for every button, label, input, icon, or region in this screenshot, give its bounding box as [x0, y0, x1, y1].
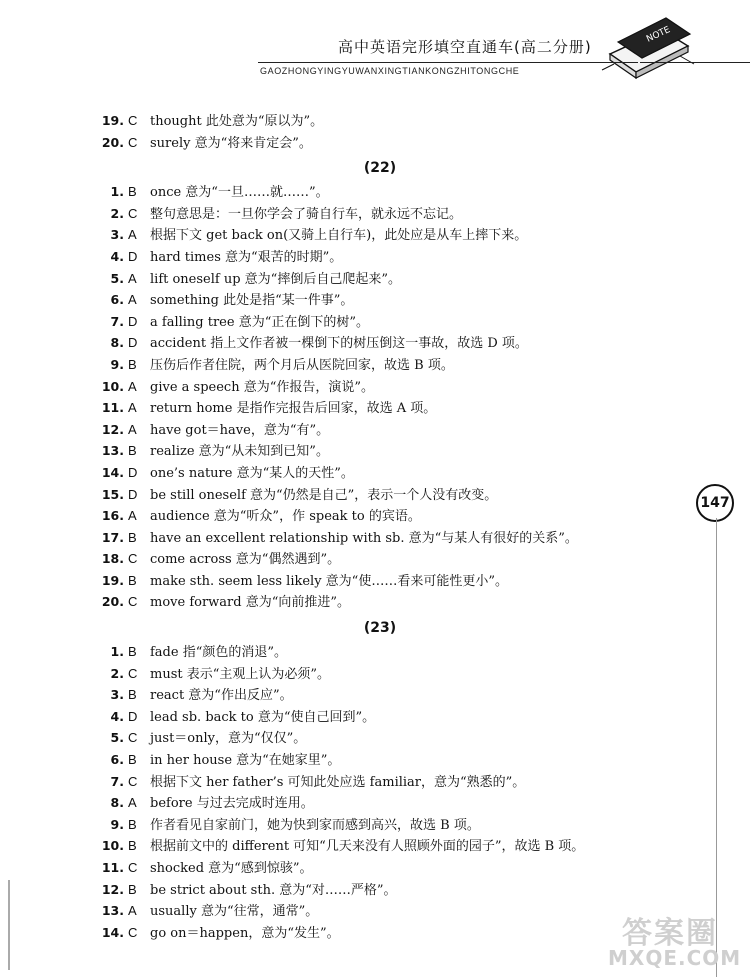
answer-row	[100, 879, 700, 901]
answer-row	[100, 419, 700, 441]
answer-explanation: realize 意为“从未知到已知”。	[150, 444, 329, 460]
answer-explanation: one’s nature 意为“某人的天性”。	[150, 465, 354, 481]
answer-letter: B	[128, 356, 137, 372]
answer-row	[100, 462, 700, 484]
answer-explanation: usually 意为“往常，通常”。	[150, 904, 319, 920]
header-title: 高中英语完形填空直通车(高二分册)	[338, 38, 592, 56]
answer-letter: B	[128, 752, 137, 768]
answer-row	[100, 706, 700, 728]
answer-explanation: something 此处是指“某一件事”。	[150, 293, 354, 309]
answer-letter: C	[128, 773, 138, 789]
answer-letter: B	[128, 881, 137, 897]
answer-letter: C	[128, 730, 138, 746]
question-number: 20.	[101, 594, 124, 610]
section-22-title: (22)	[363, 160, 397, 177]
answer-letter: B	[128, 529, 137, 545]
answer-explanation: return home 是指作完报告后回家，故选 A 项。	[150, 401, 437, 417]
question-number: 8.	[110, 795, 124, 811]
answer-explanation: give a speech 意为“作报告，演说”。	[150, 379, 374, 395]
question-number: 11.	[101, 860, 124, 875]
answer-explanation: move forward 意为“向前推进”。	[150, 595, 351, 611]
answer-row	[100, 354, 700, 376]
answer-explanation: 作者看见自家前门，她为快到家而感到高兴，故选 B 项。	[150, 817, 480, 833]
answer-letter: A	[128, 378, 137, 394]
answer-letter: A	[128, 270, 137, 286]
question-number: 13.	[101, 903, 124, 919]
answer-letter: B	[128, 687, 137, 703]
answer-row	[100, 311, 700, 333]
answer-letter: A	[128, 227, 137, 243]
answer-letter: A	[128, 421, 137, 437]
watermark	[608, 908, 748, 974]
answer-row	[100, 246, 700, 268]
answer-row	[100, 814, 700, 836]
answer-row	[100, 289, 700, 311]
answer-explanation: 整句意思是：一旦你学会了骑自行车，就永远不忘记。	[150, 206, 463, 222]
question-number: 7.	[110, 773, 124, 789]
section-22-items	[100, 181, 700, 613]
answer-row	[100, 570, 700, 592]
answer-explanation: accident 指上文作者被一棵倒下的树压倒这一事故，故选 D 项。	[150, 336, 528, 352]
question-number: 19.	[101, 113, 124, 128]
question-number: 9.	[110, 816, 124, 832]
answer-letter: A	[128, 292, 137, 308]
answer-letter: C	[128, 860, 138, 875]
svg-text:NOTE: NOTE	[645, 25, 672, 45]
answer-letter: C	[128, 551, 138, 567]
answer-letter: D	[128, 248, 138, 264]
answer-row	[100, 857, 700, 879]
answer-explanation: make sth. seem less likely 意为“使……看来可能性更小”。	[150, 573, 508, 589]
answer-row	[100, 397, 700, 419]
answer-letter: C	[128, 924, 138, 940]
answer-letter: D	[128, 464, 138, 480]
answer-explanation: have an excellent relationship with sb. 意为“与某人有很好的关系”。	[150, 530, 578, 546]
binding-edge-line	[8, 880, 10, 970]
question-number: 14.	[101, 924, 124, 940]
question-number: 15.	[101, 486, 124, 502]
answer-letter: D	[128, 708, 138, 724]
question-number: 1.	[110, 644, 124, 660]
answer-explanation: be strict about sth. 意为“对……严格”。	[150, 882, 397, 898]
question-number: 5.	[110, 270, 124, 286]
question-number: 13.	[101, 443, 124, 459]
question-number: 12.	[101, 421, 124, 437]
answer-letter: A	[128, 400, 137, 416]
answer-explanation: lift oneself up 意为“摔倒后自己爬起来”。	[150, 271, 401, 287]
answer-explanation: come across 意为“偶然遇到”。	[150, 552, 341, 568]
answer-list	[100, 110, 700, 943]
question-number: 9.	[110, 356, 124, 372]
answer-explanation: have got＝have，意为“有”。	[150, 422, 330, 438]
question-number: 3.	[110, 227, 124, 243]
answer-letter: B	[128, 184, 137, 200]
answer-letter: B	[128, 816, 137, 832]
answer-explanation: once 意为“一旦……就……”。	[150, 185, 329, 201]
question-number: 20.	[101, 134, 124, 150]
question-number: 12.	[101, 881, 124, 897]
answer-row	[100, 527, 700, 549]
answer-row	[100, 591, 700, 613]
answer-row	[100, 203, 700, 225]
question-number: 17.	[101, 529, 124, 545]
answer-row	[100, 268, 700, 290]
answer-explanation: before 与过去完成时连用。	[150, 796, 314, 812]
section-23-items	[100, 641, 700, 943]
answer-letter: C	[128, 113, 138, 128]
answer-explanation: thought 此处意为“原以为”。	[150, 114, 324, 129]
question-number: 18.	[101, 551, 124, 567]
question-number: 16.	[101, 508, 124, 524]
top-items	[100, 110, 700, 153]
question-number: 10.	[101, 378, 124, 394]
question-number: 5.	[110, 730, 124, 746]
answer-row	[100, 110, 700, 132]
answer-explanation: surely 意为“将来肯定会”。	[150, 135, 312, 151]
question-number: 4.	[110, 248, 124, 264]
question-number: 6.	[110, 752, 124, 768]
watermark-bottom: MXQE.COM	[608, 946, 742, 970]
answer-letter: A	[128, 508, 137, 524]
question-number: 7.	[110, 313, 124, 329]
answer-explanation: 根据下文 her father’s 可知此处应选 familiar，意为“熟悉的”。	[150, 774, 526, 790]
answer-row	[100, 332, 700, 354]
question-number: 2.	[110, 205, 124, 221]
answer-row	[100, 484, 700, 506]
answer-row	[100, 749, 700, 771]
answer-explanation: in her house 意为“在她家里”。	[150, 753, 341, 769]
book-stack-icon	[600, 12, 696, 82]
answer-explanation: just＝only，意为“仅仅”。	[150, 731, 307, 747]
header-rule	[258, 62, 638, 63]
answer-row	[100, 505, 700, 527]
answer-letter: D	[128, 486, 138, 502]
answer-explanation: be still oneself 意为“仍然是自己”，表示一个人没有改变。	[150, 487, 498, 503]
answer-letter: B	[128, 838, 137, 854]
answer-explanation: 根据前文中的 different 可知“几天来没有人照顾外面的园子”，故选 B 项。	[150, 839, 585, 855]
answer-explanation: a falling tree 意为“正在倒下的树”。	[150, 314, 369, 330]
section-23-title: (23)	[363, 620, 397, 637]
question-number: 19.	[101, 572, 124, 588]
question-number: 3.	[110, 687, 124, 703]
answer-row	[100, 792, 700, 814]
answer-row	[100, 440, 700, 462]
answer-row	[100, 835, 700, 857]
answer-letter: A	[128, 795, 137, 811]
answer-row	[100, 727, 700, 749]
answer-explanation: 根据下文 get back on(又骑上自行车)，此处应是从车上摔下来。	[150, 228, 528, 244]
answer-explanation: fade 指“颜色的消退”。	[150, 645, 288, 661]
question-number: 1.	[110, 184, 124, 200]
answer-explanation: react 意为“作出反应”。	[150, 688, 293, 704]
answer-row	[100, 224, 700, 246]
page-header	[0, 0, 750, 100]
question-number: 6.	[110, 292, 124, 308]
question-number: 14.	[101, 464, 124, 480]
answer-row	[100, 771, 700, 793]
answer-explanation: hard times 意为“艰苦的时期”。	[150, 249, 343, 265]
question-number: 8.	[110, 335, 124, 351]
answer-row	[100, 548, 700, 570]
question-number: 4.	[110, 708, 124, 724]
answer-letter: B	[128, 572, 137, 588]
answer-letter: A	[128, 903, 137, 919]
answer-row	[100, 132, 700, 154]
answer-letter: B	[128, 644, 137, 660]
answer-row	[100, 641, 700, 663]
page-number: 147	[696, 484, 734, 522]
answer-letter: D	[128, 335, 138, 351]
answer-letter: C	[128, 665, 138, 681]
answer-letter: C	[128, 134, 138, 150]
question-number: 2.	[110, 665, 124, 681]
answer-letter: C	[128, 594, 138, 610]
header-pinyin: GAOZHONGYINGYUWANXINGTIANKONGZHITONGCHE	[260, 66, 520, 76]
answer-row	[100, 663, 700, 685]
answer-explanation: 压伤后作者住院，两个月后从医院回家，故选 B 项。	[150, 357, 454, 373]
question-number: 11.	[101, 400, 124, 416]
answer-explanation: lead sb. back to 意为“使自己回到”。	[150, 709, 376, 725]
answer-row	[100, 684, 700, 706]
answer-row	[100, 376, 700, 398]
answer-explanation: go on＝happen，意为“发生”。	[150, 925, 340, 941]
answer-explanation: audience 意为“听众”，作 speak to 的宾语。	[150, 509, 421, 525]
answer-explanation: must 表示“主观上认为必须”。	[150, 666, 331, 682]
answer-explanation: shocked 意为“感到惊骇”。	[150, 861, 313, 876]
watermark-top: 答案圈	[622, 916, 718, 951]
answer-letter: B	[128, 443, 137, 459]
header-rule-right	[640, 62, 750, 63]
answer-row	[100, 181, 700, 203]
question-number: 10.	[101, 838, 124, 854]
answer-letter: D	[128, 313, 138, 329]
answer-letter: C	[128, 205, 138, 221]
